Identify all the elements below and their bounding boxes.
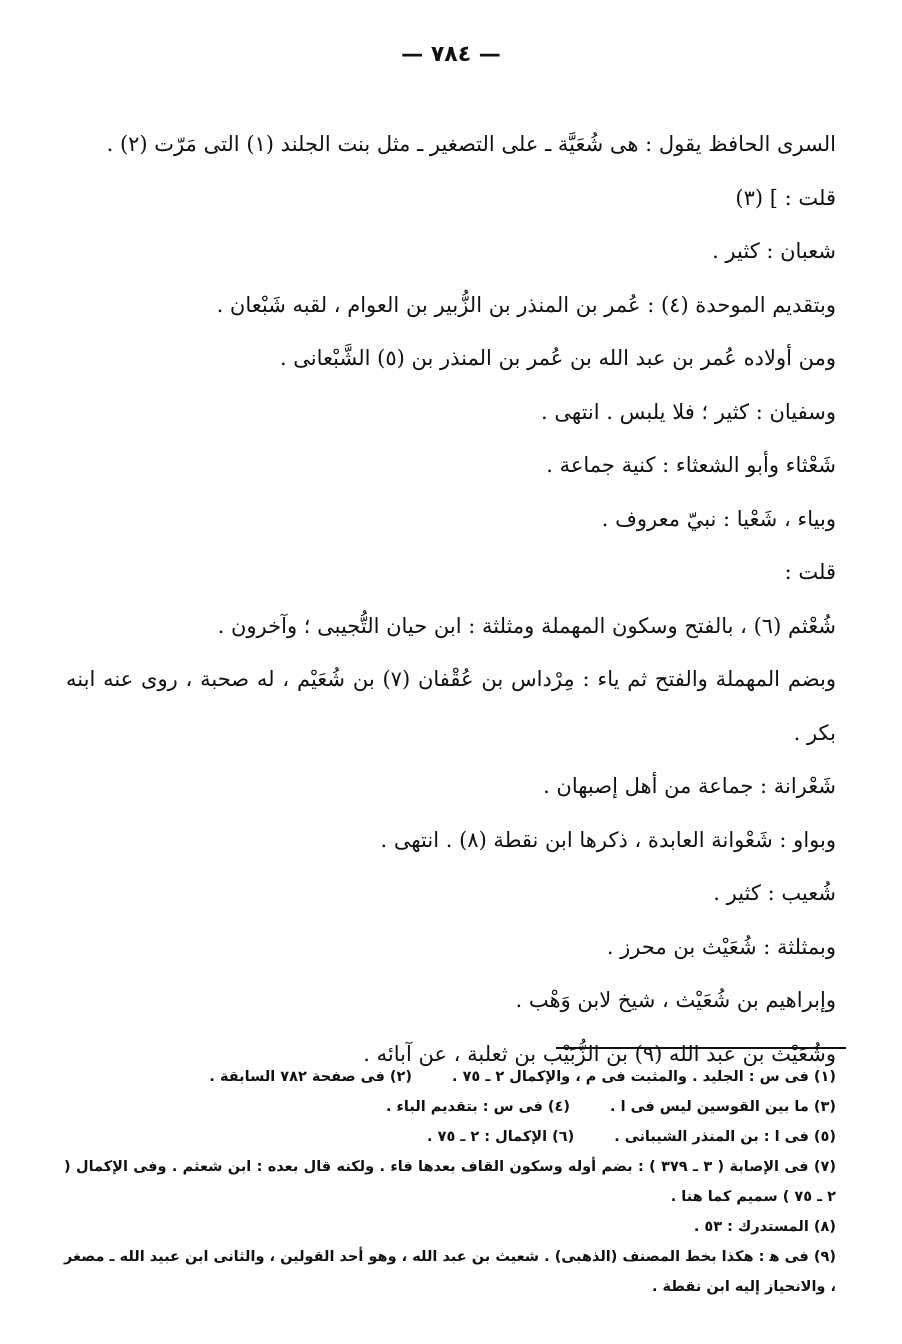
- text-line: السرى الحافظ يقول : هى شُعَيَّة ـ على التصغير ـ مثل بنت الجلند (١) التى مَرّت (٢) .: [106, 132, 836, 156]
- text-line: وبمثلثة : شُعَيْث بن محرز .: [606, 934, 836, 959]
- main-text: [66, 118, 836, 1081]
- footnote: (٤) فى س : بتقديم الباء .: [385, 1099, 571, 1115]
- text-line: وبضم المهملة والفتح ثم ياء : مِرْداس بن عُقْفان (٧) بن شُعَيْم ، له صحبة ، روى عنه ابنه بكر .: [66, 667, 836, 745]
- text-line: شَعْثاء وأبو الشعثاء : كنية جماعة .: [546, 453, 836, 477]
- text-line: وسفيان : كثير ؛ فلا يلبس . انتهى .: [541, 399, 836, 424]
- page-number: — ٧٨٤ —: [401, 42, 501, 67]
- text-line: وبتقديم الموحدة (٤) : عُمر بن المنذر بن الزُّبير بن العوام ، لقبه شَبْعان .: [216, 292, 836, 317]
- footnote-row: [64, 1122, 836, 1152]
- footnote: (١) فى س : الجليد . والمثبت فى م ، والإكمال ٢ ـ ٧٥ .: [452, 1069, 836, 1085]
- text-line: شَعْرانة : جماعة من أهل إصبهان .: [543, 774, 836, 798]
- footnote-divider: [556, 1047, 846, 1049]
- text-line: قلت :: [784, 560, 836, 584]
- footnote: (٩) فى ﻫ : هكذا بخط المصنف (الذهبى) . شعيث بن عبد الله ، وهو أحد القولين ، والثانى ابن عبيد الله ـ مصغر ، والانحياز إليه ابن نقطة .: [64, 1249, 836, 1295]
- footnote: (٢) فى صفحة ٧٨٢ السابقة .: [209, 1069, 412, 1085]
- footnote: (٥) فى ا : بن المنذر الشيبانى .: [614, 1129, 836, 1145]
- text-line: وإبراهيم بن شُعَيْث ، شيخ لابن وَهْب .: [515, 988, 836, 1012]
- text-line: وبواو : شَعْوانة العابدة ، ذكرها ابن نقطة (٨) . انتهى .: [380, 827, 836, 852]
- text-line: ومن أولاده عُمر بن عبد الله بن عُمر بن المنذر بن (٥) الشَّبْعانى .: [279, 346, 836, 370]
- footnote: (٨) المستدرك : ٥٣ .: [693, 1219, 836, 1235]
- text-line: وبياء ، شَعْيا : نبيّ معروف .: [601, 506, 836, 531]
- footnote: (٦) الإكمال : ٢ ـ ٧٥ .: [427, 1129, 575, 1145]
- text-line: شُعْثم (٦) ، بالفتح وسكون المهملة ومثلثة : ابن حيان التُّجيبى ؛ وآخرون .: [217, 613, 836, 638]
- footnote: (٧) فى الإصابة ( ٣ ـ ٣٧٩ ) : بضم أوله وسكون القاف بعدها فاء . ولكنه قال بعده : ابن شعثم . وفى الإكمال ( ٢ ـ ٧٥ ) سميم كما هنا .: [64, 1159, 837, 1205]
- footnotes: [64, 1062, 836, 1302]
- text-line: قلت : ] (٣): [735, 185, 836, 210]
- text-line: وشُعَيْث بن عبد الله (٩) بن الزُّبَيْب بن ثعلبة ، عن آبائه .: [363, 1041, 836, 1066]
- text-line: شعبان : كثير .: [712, 239, 836, 263]
- footnote-row: [64, 1092, 836, 1122]
- footnote-row: [64, 1062, 836, 1092]
- footnote: (٣) ما بين القوسين ليس فى ا .: [610, 1099, 836, 1115]
- text-line: شُعيب : كثير .: [713, 881, 836, 905]
